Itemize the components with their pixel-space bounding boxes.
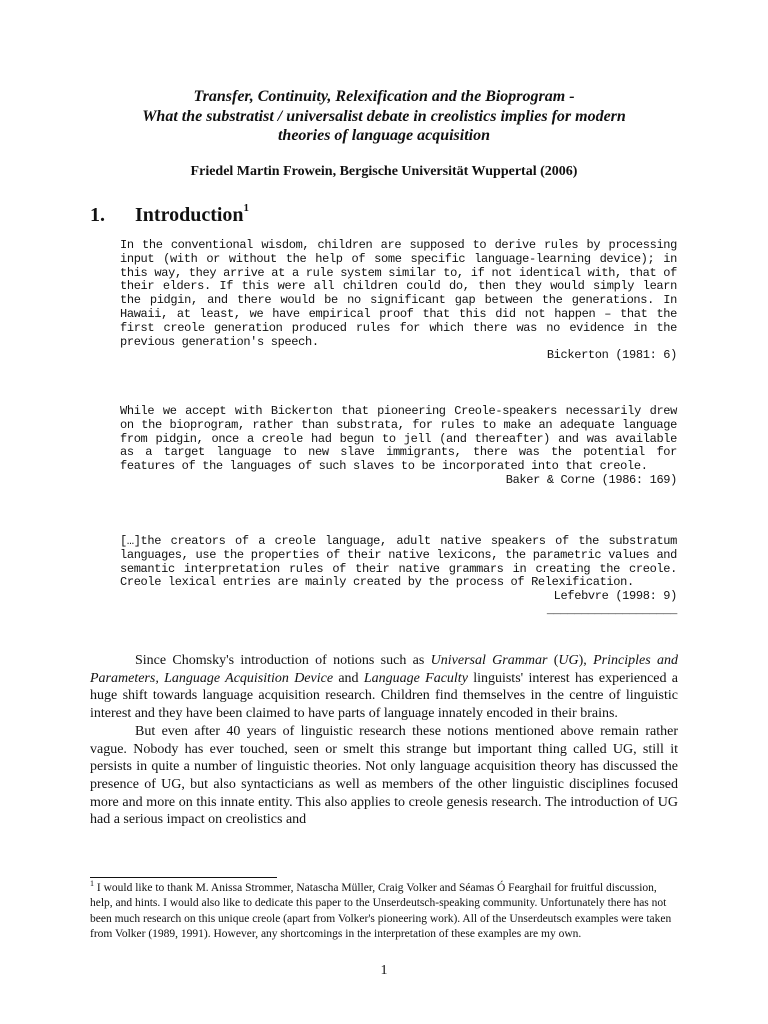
paper-title bbox=[90, 87, 678, 146]
quote-citation: Baker & Corne (1986: 169) bbox=[505, 472, 677, 487]
footnote bbox=[90, 881, 678, 943]
title-line-2: What the substratist / universalist debate in creolistics implies for modern bbox=[142, 107, 626, 125]
footnote-text: I would like to thank M. Anissa Strommer, Natascha Müller, Craig Volker and Séamas Ó Fearghail for fruitful discussion, help, and hints. I would also like to dedicate this paper to the Unserdeutsch-speaking community. Unfortunately there has not been much research on this unique creole (apart from Volker's pioneering work). All of the Unserdeutsch examples were taken from Volker (1989, 1991). However, any shortcomings in the interpretation of these examples are my own. bbox=[90, 882, 672, 941]
quote-separator: ___________________ bbox=[546, 602, 677, 617]
quote-text: […]the creators of a creole language, adult native speakers of the substratum languages, use the properties of their native lexicons, the parametric values and semantic interpretation rules of their native grammars in creating the creole. Creole lexical entries are mainly created by the process of Relexification. bbox=[120, 534, 677, 590]
quote-text: In the conventional wisdom, children are supposed to derive rules by processing input (with or without the help of some specific language-learning device); in this way, they arrive at a rule system similar to, if not identical with, that of their elders. If this were all children could do, then they would simply learn the pidgin, and there would be no significant gap between the generations. In Hawaii, at least, we have empirical proof that this did not happen – that the first creole generation produced rules for which there was no evidence in the previous generation's speech. bbox=[120, 238, 677, 349]
quote-citation: Bickerton (1981: 6) bbox=[546, 348, 677, 363]
body-paragraph-1: Since Chomsky's introduction of notions such as Universal Grammar (UG), Principles and Parameters, Language Acquisition Device and Language Faculty linguists' interest has experienced a huge shift towards language acquisition research. Children find themselves in the centre of linguistic interest and they have been claimed to have parts of language innately encoded in their brains. bbox=[90, 653, 679, 722]
term-principles-parameters: Principles and Parameters, Language Acquisition Device bbox=[90, 653, 678, 686]
title-line-1: Transfer, Continuity, Relexification and the Bioprogram - bbox=[193, 88, 575, 105]
quote-citation: Lefebvre (1998: 9) bbox=[553, 589, 677, 604]
section-heading bbox=[90, 203, 249, 227]
body-paragraph-2: But even after 40 years of linguistic research these notions mentioned above remain rather vague. Nobody has ever touched, seen or smelt this strange but important thing called UG, still it persists in quite a number of linguistic theories. Not only language acquisition theory has discussed the presence of UG, but also syntacticians as well as members of the other linguistic disciplines focused more and more on this innate entity. This also applies to creole genesis research. The introduction of UG had a serious impact on creolistics and bbox=[90, 723, 678, 828]
title-line-3: theories of language acquisition bbox=[277, 127, 491, 144]
body-text bbox=[90, 652, 678, 829]
term-universal-grammar: Universal Grammar bbox=[430, 653, 548, 668]
block-quote-baker-corne bbox=[120, 405, 677, 488]
quote-text: While we accept with Bickerton that pioneering Creole-speakers necessarily drew on the bioprogram, rather than substrata, for rules to make an adequate language from pidgin, once a creole had begun to jell (and thereafter) and was available as a target language to new slave immigrants, there was the potential for features of the languages of such slaves to be incorporated into that creole. bbox=[120, 404, 677, 474]
block-quote-lefebvre bbox=[120, 535, 677, 618]
term-ug: UG bbox=[558, 653, 579, 668]
block-quote-bickerton bbox=[120, 239, 677, 363]
footnote-reference[interactable]: 1 bbox=[243, 202, 250, 215]
footnote-mark: 1 bbox=[90, 879, 94, 889]
section-title: Introduction bbox=[135, 204, 244, 226]
page-number: 1 bbox=[380, 963, 388, 978]
term-language-faculty: Language Faculty bbox=[363, 670, 468, 686]
author-affiliation: Friedel Martin Frowein, Bergische Universität Wuppertal (2006) bbox=[190, 164, 578, 179]
footnote-divider bbox=[90, 877, 277, 878]
section-number: 1. bbox=[90, 204, 105, 226]
